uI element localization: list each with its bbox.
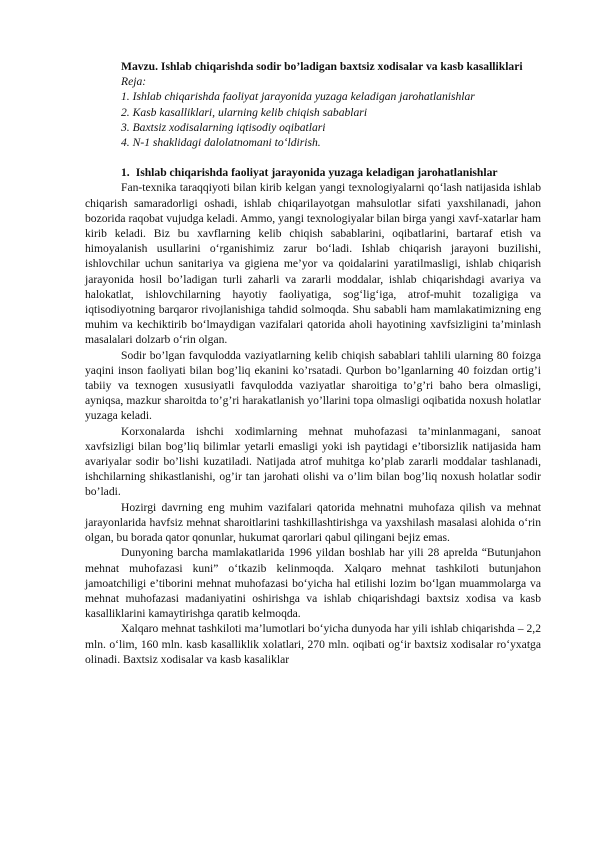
document-page	[85, 59, 541, 667]
document-title: Mavzu. Ishlab chiqarishda sodir bo’ladigan baxtsiz xodisalar va kasb kasalliklari	[121, 60, 523, 73]
section-title: Ishlab chiqarishda faoliyat jarayonida yuzaga keladigan jarohatlanishlar	[135, 166, 498, 180]
body-paragraph: Dunyoning barcha mamlakatlarida 1996 yildan boshlab har yili 28 aprelda “Butunjahon mehnat muhofazasi kuni” o‘tkazib kelinmoqda. Xalqaro mehnat tashkiloti butunjahon jamoatchiligi e’tiborini mehnat muhofazasi bo‘yicha hal etilishi lozim bo‘lgan muammolarga va mehnat muhofazasi madaniyatini oshirishga va ishlab chiqarishdagi baxtsiz xodisa va kasb kasalliklarini kamaytirishga qaratib kelmoqda.	[85, 546, 541, 621]
body-paragraph: Sodir bo’lgan favqulodda vaziyatlarning kelib chiqish sabablari tahlili ularning 80 foizga yaqini inson faoliyati bilan bog’liq ekanini ko’rsatadi. Qurbon bo’lganlarning 40 foizdan ortig’i tabiiy va texnogen xususiyatli favqulodda vaziyatlar sharoitiga to’g’ri baho bera olmasligi, ayniqsa, mazkur sharoitda to’g’ri harakatlanish yo’llarini topa olmasligi oqibatida noxush holatlar yuzaga keladi.	[85, 348, 541, 423]
plan-list	[121, 74, 541, 150]
body-paragraph: Fan-texnika taraqqiyoti bilan kirib kelgan yangi texnologiyalarni qo‘lash natijasida ishlab chiqarish samaradorligi oshadi, ishlab chiqarilayotgan mahsulotlar sifati yaxshilanadi, jahon bozorida raqobat vujudga keladi. Ammo, yangi texnologiyalar bilan birga yangi xavf-xatarlar ham kirib keladi. Biz bu xavflarning kelib chiqish sabablarini, oqibatlarini, bartaraf etish va himoyalanish usullarini o‘rganishimiz zarur bo‘ladi. Ishlab chiqarish jarayoni buzilishi, ishlovchilar uchun sanitariya va gigiena me’yor va qoidalarini yaratilmasligi, ishlab chiqarish jarayonida hosil bo’ladigan turli zaharli va zararli moddalar, ishlab chiqarishdagi avariya va halokatlat, ishlovchilarning hayotiy faoliyatiga, sog‘lig‘iga, atrof-muhit tozaligiga va iqtisodiyotning barqaror rivojlanishiga tahdid solmoqda. Shu sababli ham mamlakatimizning eng muhim va kechiktirib bo‘lmaydigan vazifalari qatorida aholi hayotining xavfsizligini ta’minlash masalalari dolzarb o‘rin olgan.	[85, 181, 541, 347]
spacer	[85, 150, 541, 165]
body-paragraph: Korxonalarda ishchi xodimlarning mehnat muhofazasi ta’minlanmagani, sanoat xavfsizligi bilan bog’liq bilimlar yetarli emasligi yoki ish paytidagi e’tiborsizlik natijasida ham avariyalar sodir bo’lishi kuzatiladi. Natijada atrof muhitga ko’plab zararli moddalar tashlanadi, ishchilarning shikastlanishi, og’ir tan jarohati olishi va o’lim bilan bog’liq noxush holatlar sodir bo’ladi.	[85, 424, 541, 499]
plan-item: 3. Baxtsiz xodisalarning iqtisodiy oqibatlari	[121, 120, 326, 134]
plan-item: 2. Kasb kasalliklari, ularning kelib chiqish sabablari	[121, 105, 368, 119]
section-heading	[85, 165, 541, 180]
plan-item: 4. N-1 shaklidagi dalolatnomani to‘ldirish.	[121, 136, 321, 150]
plan-heading: Reja:	[121, 75, 147, 89]
body-paragraph: Hozirgi davrning eng muhim vazifalari qatorida mehnatni muhofaza qilish va mehnat jarayonlarida havfsiz mehnat sharoitlarini tashkillashtirishga va yaxshilash masalasi alohida o‘rin olgan, bu borada qator qonunlar, hukumat qarorlari qabul qilingani bejiz emas.	[85, 500, 541, 545]
plan-item: 1. Ishlab chiqarishda faoliyat jarayonida yuzaga keladigan jarohatlanishlar	[121, 90, 475, 104]
body-paragraph: Xalqaro mehnat tashkiloti ma’lumotlari bo‘yicha dunyoda har yili ishlab chiqarishda – 2,2 mln. o‘lim, 160 mln. kasb kasalliklik xolatlari, 270 mln. oqibati og‘ir baxtsiz xodisalar ro‘yxatga olinadi. Baxtsiz xodisalar va kasb kasaliklar	[85, 622, 541, 666]
section-number: 1.	[121, 166, 130, 180]
